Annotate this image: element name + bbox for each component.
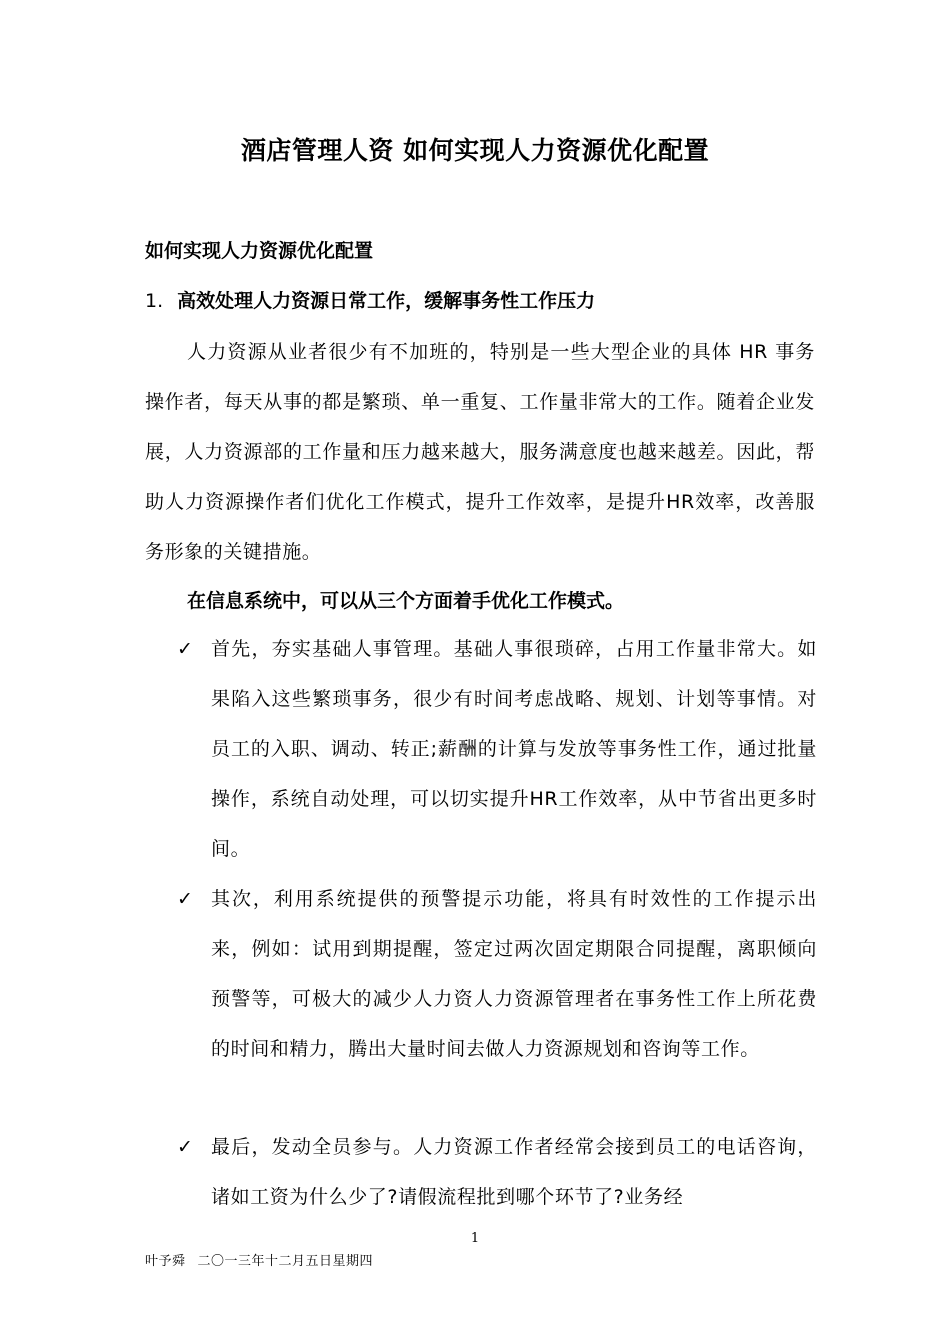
document-title: 酒店管理人资 如何实现人力资源优化配置 xyxy=(240,136,710,165)
list-item-text: 最后，发动全员参与。人力资源工作者经常会接到员工的电话咨询，诸如工资为什么少了?请假流程批到哪个环节了?业务经 xyxy=(211,1136,817,1208)
page-footer xyxy=(145,1250,385,1269)
list-item xyxy=(177,1122,817,1222)
list-item-text: 首先，夯实基础人事管理。基础人事很琐碎，占用工作量非常大。如果陷入这些繁琐事务，很少有时间考虑战略、规划、计划等事情。对员工的入职、调动、转正;薪酬的计算与发放等事务性工作，通过批量操作，系统自动处理，可以切实提升HR工作效率，从中节省出更多时间。 xyxy=(211,638,817,860)
page-number: 1 xyxy=(470,1231,480,1246)
section-heading: 如何实现人力资源优化配置 xyxy=(145,240,374,262)
item-heading-text: 高效处理人力资源日常工作，缓解事务性工作压力 xyxy=(177,290,596,312)
footer-author: 叶予舜 xyxy=(145,1254,186,1269)
body-paragraph: 人力资源从业者很少有不加班的，特别是一些大型企业的具体 HR 事务操作者，每天从事的都是繁琐、单一重复、工作量非常大的工作。随着企业发展，人力资源部的工作量和压力越来越大，服务满意度也越来越差。因此，帮助人力资源操作者们优化工作模式，提升工作效率，是提升HR效率，改善服务形象的关键措施。 xyxy=(145,341,815,563)
checkmark-icon: ✓ xyxy=(177,638,193,660)
list-item xyxy=(177,624,817,874)
list-item-text: 其次，利用系统提供的预警提示功能，将具有时效性的工作提示出来，例如：试用到期提醒，签定过两次固定期限合同提醒，离职倾向预警等，可极大的减少人力资人力资源管理者在事务性工作上所花费的时间和精力，腾出大量时间去做人力资源规划和咨询等工作。 xyxy=(211,888,817,1060)
lead-sentence: 在信息系统中，可以从三个方面着手优化工作模式。 xyxy=(187,590,625,612)
item-heading xyxy=(145,287,595,315)
item-number: 1. xyxy=(145,290,164,312)
list-item xyxy=(177,874,817,1074)
checkmark-icon: ✓ xyxy=(177,1136,193,1158)
checkmark-icon: ✓ xyxy=(177,888,193,910)
footer-date: 二〇一三年十二月五日星期四 xyxy=(197,1254,374,1269)
